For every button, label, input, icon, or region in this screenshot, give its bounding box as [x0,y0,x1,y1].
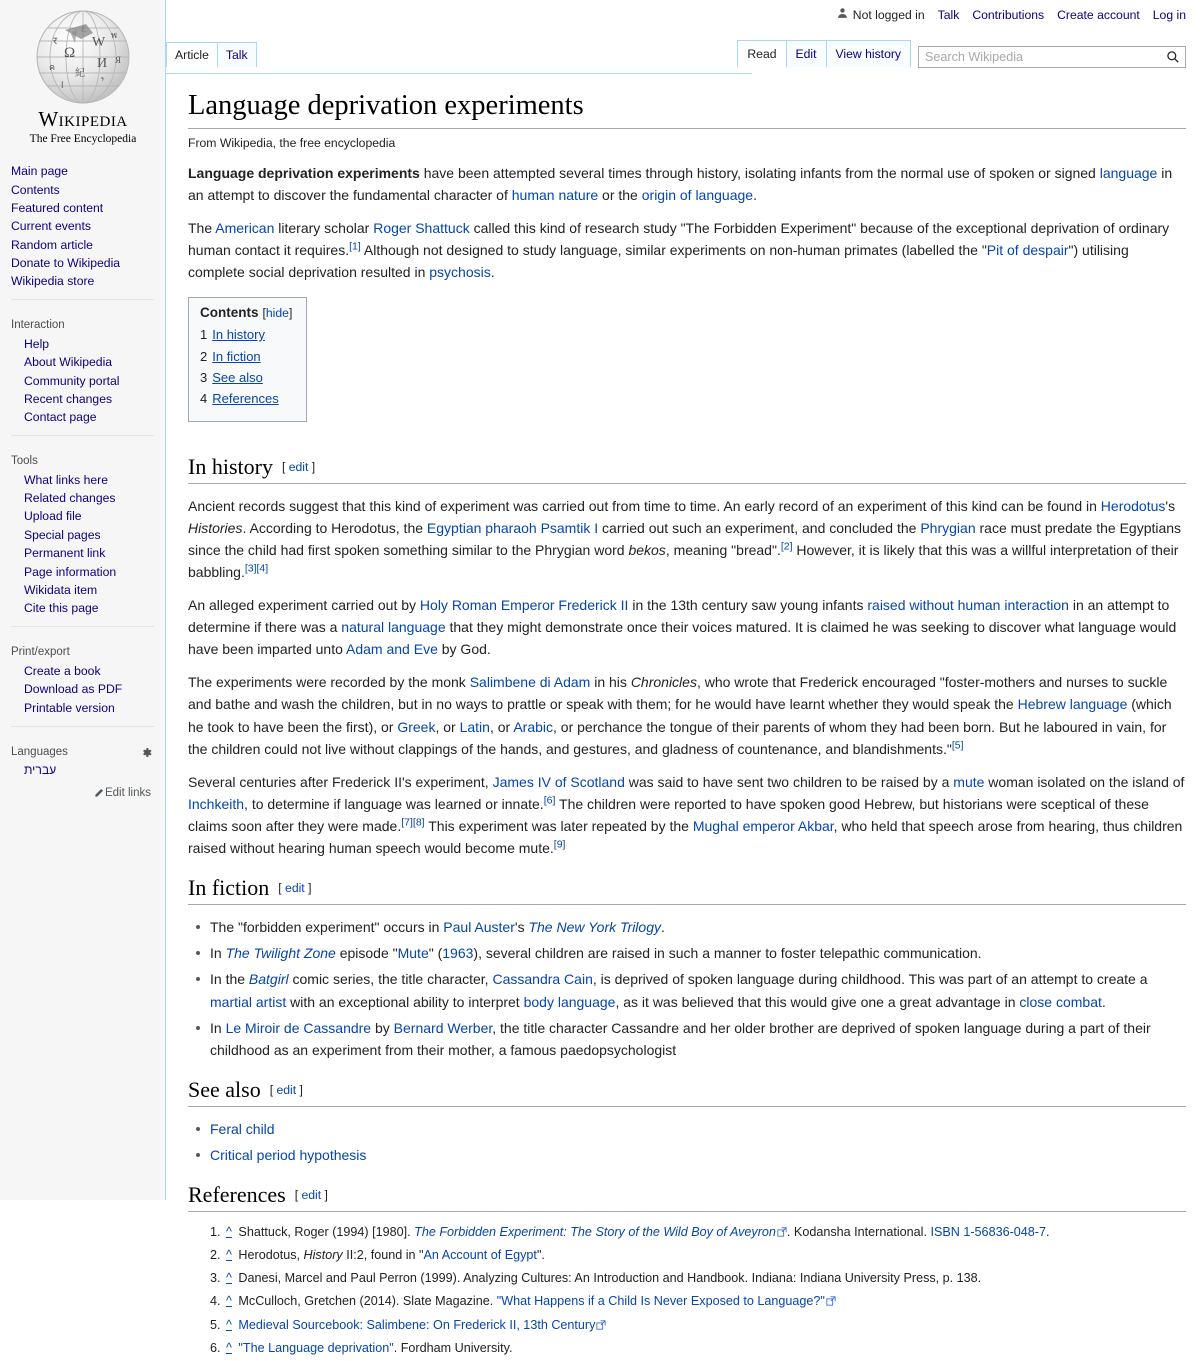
link-batgirl[interactable]: Batgirl [248,971,289,988]
sidebar-divider-4 [11,726,154,727]
ref-backlink[interactable]: ^ [226,1248,232,1263]
link-forbidden-experiment-book[interactable]: The Forbidden Experiment: The Story of the Wild Boy of Aveyron [414,1225,776,1240]
link-martial-artist[interactable]: martial artist [210,993,287,1010]
list-item [0,761,165,779]
wikipedia-wordmark: WIKIPEDIA [38,107,128,131]
list-item [0,372,165,390]
link-cassandra-cain[interactable]: Cassandra Cain [492,971,593,988]
toc-item[interactable] [200,348,292,367]
list-item [0,391,165,409]
link-isbn-number[interactable]: 1-56836-048-7 [963,1225,1046,1240]
heading-in-fiction [188,875,1186,905]
sidebar-item-community-portal[interactable]: Community portal [24,373,120,388]
sidebar-print-list [0,662,165,717]
toc-item-link[interactable]: In history [212,327,265,343]
link-language[interactable]: language [1099,164,1158,181]
lead-paragraph-1: Language deprivation experiments have been attempted several times through history, isolating infants from the normal use of spoken or signed language in an attempt to discover the fundamental character of human nature or the origin of language. [188,164,1173,203]
view-tabs [737,43,910,67]
sidebar-divider-2 [11,435,154,436]
svg-text:W: W [92,35,106,50]
sidebar-item-special-pages[interactable]: Special pages [24,527,101,542]
edit-link-in-fiction[interactable]: edit [285,881,305,896]
link-paul-auster[interactable]: Paul Auster [443,919,515,936]
ref-marker-2[interactable]: [2] [780,540,793,553]
list-item [210,1144,1186,1166]
gear-icon[interactable] [140,746,153,759]
external-link-icon [596,1316,606,1326]
sidebar-item-create-a-book[interactable]: Create a book [24,663,101,678]
link-medieval-sourcebook[interactable]: Medieval Sourcebook: Salimbene: On Frederick II, 13th Century [238,1317,596,1332]
article-content [166,74,1200,1361]
sidebar-item-upload-file[interactable]: Upload file [24,509,82,524]
tab-talk[interactable]: Talk [217,42,257,67]
edit-links[interactable] [0,787,165,801]
link-body-language[interactable]: body language [523,993,616,1010]
ref-marker-7[interactable]: [7] [401,816,413,829]
link-raised-without-human-interaction[interactable]: raised without human interaction [867,596,1069,613]
ref-backlink[interactable]: ^ [226,1317,232,1332]
toc-item-link[interactable]: References [212,391,279,407]
reference-item: 6. ^ "The Language deprivation". Fordham University. [224,1338,1186,1358]
list-item [0,255,165,273]
ref-marker-1[interactable]: [1] [349,240,361,253]
sidebar-item-contact-page[interactable]: Contact page [24,410,97,425]
sidebar-interaction-list [0,335,165,427]
sidebar [0,0,166,1200]
page-title: Language deprivation experiments [188,88,1186,129]
sidebar-section-tools [0,450,165,620]
svg-text:紀: 紀 [75,68,85,79]
list-item [0,335,165,353]
toc-item-number: 2 [200,348,208,364]
link-bernard-werber[interactable]: Bernard Werber [393,1019,493,1036]
wikipedia-tagline: The Free Encyclopedia [29,132,137,145]
tab-article[interactable]: Article [166,42,218,67]
in-history-paragraph-1: Ancient records suggest that this kind of experiment was carried out from time to time. An early record of an experiment of this kind can be found in Herodotus's Histories. According to Herodotus, the Egyptian pharaoh Psamtik I carried out such an experiment, and concluded the Phrygian race must predate the Egyptians since the child had first spoken something similar to the Phrygian word bekos, meaning "bread".[2] However, it is likely that this was a willful interpretation of their babbling.[3][4] [188,497,1182,580]
tab-edit[interactable]: Edit [786,40,827,67]
ref-backlink[interactable]: ^ [226,1340,232,1355]
namespace-tabs [166,43,256,67]
in-history-paragraph-2: An alleged experiment carried out by Holy Roman Emperor Frederick II in the 13th century saw young infants raised without human interaction in an attempt to determine if there was a natural language that they might demonstrate once their voices matured. It is claimed he was seeking to discover what language would have been imparted unto Adam and Eve by God. [188,596,1177,658]
list-item [0,662,165,680]
link-the-twilight-zone[interactable]: The Twilight Zone [225,945,336,962]
reference-item: 4. ^ McCulloch, Gretchen (2014). Slate Magazine. "What Happens if a Child Is Never Exposed to Language?" [224,1291,1186,1311]
svg-text:พ: พ [111,30,117,40]
toc-item-link[interactable]: In fiction [212,348,261,364]
toc-title-label: Contents [200,305,259,321]
sidebar-item-page-information[interactable]: Page information [24,564,117,579]
site-subtitle: From Wikipedia, the free encyclopedia [188,135,396,150]
link-le-miroir-de-cassandre[interactable]: Le Miroir de Cassandre [225,1019,372,1036]
toc-item-number: 4 [200,391,208,407]
edit-section-in-fiction[interactable]: [ edit ] [278,881,312,896]
link-human-nature[interactable]: human nature [511,186,599,203]
link-the-new-york-trilogy[interactable]: The New York Trilogy [528,919,661,936]
ref-marker-8[interactable]: [8] [412,816,425,829]
link-psamtik-i[interactable]: Egyptian pharaoh Psamtik I [426,519,599,536]
sidebar-item-current-events[interactable]: Current events [11,219,91,234]
link-pit-of-despair[interactable]: Pit of despair [986,241,1069,258]
list-item [0,163,165,181]
list-item [0,526,165,544]
sidebar-item-download-as-pdf[interactable]: Download as PDF [24,682,123,697]
link-arabic[interactable]: Arabic [513,718,553,735]
link-natural-language[interactable]: natural language [341,619,446,636]
search-input[interactable] [919,50,1161,64]
sidebar-section-interaction [0,314,165,429]
ref-marker-3[interactable]: [3] [244,562,257,575]
sidebar-item-printable-version[interactable]: Printable version [24,700,115,715]
list-item [0,409,165,427]
link-ref6[interactable]: "The Language deprivation" [238,1340,394,1355]
heading-in-history-label: In history [188,453,273,479]
link-adam-and-eve[interactable]: Adam and Eve [346,641,438,658]
sidebar-heading-print-export: Print/export [11,646,70,659]
heading-references-label: References [188,1182,286,1208]
toc-title [200,305,292,320]
sidebar-item-donate-to-wikipedia[interactable]: Donate to Wikipedia [11,256,121,271]
link-roger-shattuck[interactable]: Roger Shattuck [373,219,470,236]
link-an-account-of-egypt[interactable]: An Account of Egypt [423,1248,537,1263]
edit-link-references[interactable]: edit [301,1188,322,1203]
link-feral-child[interactable]: Feral child [210,1120,275,1137]
link-frederick-ii[interactable]: Holy Roman Emperor Frederick II [419,596,629,613]
list-item [0,273,165,291]
link-mute[interactable]: mute [953,773,985,790]
search-icon[interactable] [1161,50,1185,64]
ref-backlink[interactable]: ^ [226,1271,232,1286]
list-item [0,200,165,218]
sidebar-item-help[interactable]: Help [24,336,50,351]
reference-item: 3. ^ Danesi, Marcel and Paul Perron (1999). Analyzing Cultures: An Introduction and Handbook. Indiana: Indiana University Press, p. 138. [224,1268,1186,1288]
svg-text:Я: Я [115,55,122,65]
link-1963[interactable]: 1963 [442,945,474,962]
reference-item [224,1315,1186,1335]
sidebar-item-related-changes[interactable]: Related changes [24,491,116,506]
external-link-icon [777,1223,787,1233]
user-icon [837,7,848,22]
not-logged-in-label: Not logged in [852,7,925,22]
link-psychosis[interactable]: psychosis [429,264,491,281]
sidebar-heading-languages: Languages [11,745,68,758]
list-item [0,490,165,508]
list-item: The "forbidden experiment" occurs in Paul Auster's The New York Trilogy. [210,916,1186,938]
search-box[interactable] [918,46,1186,68]
pencil-icon [94,787,105,801]
edit-section-references[interactable]: [ edit ] [294,1188,328,1203]
toc-toggle-link[interactable]: hide [265,306,289,321]
sidebar-section-print-export [0,641,165,719]
list-item [0,681,165,699]
sidebar-item-permanent-link[interactable]: Permanent link [24,546,106,561]
heading-references [188,1182,1186,1212]
toc-item-number: 1 [200,327,208,343]
svg-text:Ω: Ω [64,45,76,61]
link-close-combat[interactable]: close combat [1019,993,1102,1010]
wikipedia-globe-icon [31,8,135,106]
link-slate-article[interactable]: "What Happens if a Child Is Never Exposed to Language?" [496,1294,825,1309]
lead-paragraph-2: The American literary scholar Roger Shattuck called this kind of research study "The Forbidden Experiment" because of the exceptional deprivation of ordinary human contact it requires.[1] Although not designed to study language, similar experiments on non-human primates (labelled the "Pit of despair") utilising complete social deprivation resulted in psychosis. [188,219,1170,281]
list-item [0,545,165,563]
link-hebrew-language[interactable]: Hebrew language [1017,696,1128,713]
sidebar-item-contents[interactable]: Contents [11,182,60,197]
toc-item[interactable] [200,390,292,409]
table-of-contents [188,297,307,421]
list-item [210,1118,1186,1140]
edit-section-in-history[interactable]: [ edit ] [281,459,316,474]
list-item: In the Batgirl comic series, the title character, Cassandra Cain, is deprived of spoken language during childhood. This was part of an attempt to create a martial artist with an exceptional ability to interpret body language, as it was believed that this would give one a great advantage in close combat. [210,968,1186,1012]
ref-marker-5[interactable]: [5] [951,738,964,751]
list-item [0,354,165,372]
sidebar-item-recent-changes[interactable]: Recent changes [24,391,113,406]
link-mughal-emperor-akbar[interactable]: Mughal emperor Akbar [692,817,834,834]
list-item [0,563,165,581]
sidebar-nav-list [0,163,165,292]
external-link-icon [826,1292,836,1302]
ref-backlink[interactable]: ^ [226,1225,232,1240]
link-greek[interactable]: Greek [397,718,436,735]
userbar-link-log-in[interactable]: Log in [1152,7,1186,22]
link-inchkeith[interactable]: Inchkeith [188,795,245,812]
ref-marker-6[interactable]: [6] [543,794,556,807]
sidebar-heading-interaction: Interaction [11,319,65,332]
toc-toggle[interactable]: [hide] [262,306,293,321]
see-also-list [188,1118,1186,1166]
in-history-paragraph-3: The experiments were recorded by the monk Salimbene di Adam in his Chronicles, who wrote that Frederick encouraged "foster-mothers and nurses to suckle and bathe and wash the children, but in no ways to prattle or speak with them; for he would have learnt whether they would speak the Hebrew language (which he took to have been the first), or Greek, or Latin, or Arabic, or perchance the tongue of their parents of whom they had been born. But he laboured in vain, for the children could not live without clappings of the hands, and gestures, and gladness of countenance, and blandishments."[5] [188,674,1172,757]
sidebar-item-what-links-here[interactable]: What links here [24,472,108,487]
svg-text:י: י [101,73,105,87]
list-item [0,582,165,600]
sidebar-item-about-wikipedia[interactable]: About Wikipedia [24,355,113,370]
svg-text:र: र [53,36,58,47]
edit-link-see-also[interactable]: edit [276,1082,297,1097]
toc-list [200,326,292,409]
wikipedia-logo[interactable] [0,0,166,149]
sidebar-item-cite-this-page[interactable]: Cite this page [24,601,99,616]
userbar-link-talk[interactable]: Talk [937,7,960,22]
list-item [0,218,165,236]
heading-in-history [188,454,1186,484]
link-latin[interactable]: Latin [459,718,490,735]
toc-item-link[interactable]: See also [212,369,263,385]
in-fiction-list [188,916,1186,1061]
lead-bold-term: Language deprivation experiments [188,164,420,181]
heading-see-also-label: See also [188,1076,261,1102]
sidebar-tools-list [0,471,165,618]
list-item: In Le Miroir de Cassandre by Bernard Werber, the title character Cassandre and her older brother are deprived of spoken language during a part of their childhood as an experiment from their mother, a famous paedopsychologist [210,1017,1186,1061]
link-salimbene-di-adam[interactable]: Salimbene di Adam [469,674,591,691]
edit-link-in-history[interactable]: edit [288,459,309,474]
not-logged-in-status [837,7,925,22]
list-item [0,236,165,254]
sidebar-languages-list [0,761,165,779]
sidebar-divider-3 [11,626,154,627]
link-herodotus[interactable]: Herodotus [1100,497,1166,514]
sidebar-lang-[interactable]: עברית [24,762,57,777]
svg-text:ค: ค [49,62,56,72]
sidebar-item-wikipedia-store[interactable]: Wikipedia store [11,274,95,289]
userbar-link-contributions[interactable]: Contributions [972,7,1045,22]
sidebar-divider-1 [11,299,154,300]
link-james-iv-of-scotland[interactable]: James IV of Scotland [492,773,625,790]
link-origin-of-language[interactable]: origin of language [641,186,754,203]
reference-item: 2. ^ Herodotus, History II:2, found in "An Account of Egypt". [224,1245,1186,1265]
link-mute-episode[interactable]: Mute [397,945,429,962]
list-item [0,699,165,717]
sidebar-item-featured-content[interactable]: Featured content [11,200,104,215]
sidebar-item-random-article[interactable]: Random article [11,237,93,252]
list-item: In The Twilight Zone episode "Mute" (1963), several children are raised in such a manner to foster telepathic communication. [210,942,1186,964]
list-item [0,600,165,618]
tab-view-history[interactable]: View history [826,40,911,67]
sidebar-item-wikidata-item[interactable]: Wikidata item [24,583,98,598]
personal-tools-bar [837,7,1186,22]
sidebar-section-navigation [0,163,165,294]
toc-item[interactable] [200,326,292,345]
svg-text:ا: ا [61,80,64,90]
link-critical-period-hypothesis[interactable]: Critical period hypothesis [210,1146,367,1163]
in-history-paragraph-4: Several centuries after Frederick II's experiment, James IV of Scotland was said to have sent two children to be raised by a mute woman isolated on the island of Inchkeith, to determine if language was learned or innate.[6] The children were reported to have spoken good Hebrew, but historians were sceptical of these claims soon after they were made.[7][8] This experiment was later repeated by the Mughal emperor Akbar, who held that speech arose from hearing, thus children raised without hearing human speech would become mute.[9] [188,773,1185,857]
sidebar-item-main-page[interactable]: Main page [11,164,68,179]
link-american[interactable]: American [215,219,275,236]
reference-item: 1. ^ Shattuck, Roger (1994) [1980]. The Forbidden Experiment: The Story of the Wild Boy of Aveyron . Kodansha International. ISBN 1-56836-048-7. [224,1222,1186,1242]
sidebar-heading-tools: Tools [11,455,38,468]
list-item [0,471,165,489]
list-item [0,181,165,199]
heading-see-also [188,1077,1186,1107]
ref-backlink[interactable]: ^ [226,1294,232,1309]
toc-item[interactable] [200,369,292,388]
toc-item-number: 3 [200,369,208,385]
ref-marker-4[interactable]: [4] [256,562,269,575]
edit-links-label: Edit links [104,786,151,799]
link-isbn[interactable]: ISBN [930,1225,960,1240]
list-item [0,508,165,526]
link-phrygian[interactable]: Phrygian [920,519,976,536]
svg-text:И: И [97,56,108,71]
userbar-link-create-account[interactable]: Create account [1057,7,1140,22]
tab-read[interactable]: Read [737,40,786,67]
edit-section-see-also[interactable]: [ edit ] [269,1082,303,1097]
ref-marker-9[interactable]: [9] [553,838,566,851]
references-list [188,1222,1186,1358]
heading-in-fiction-label: In fiction [188,875,270,901]
sidebar-section-languages [0,741,165,801]
